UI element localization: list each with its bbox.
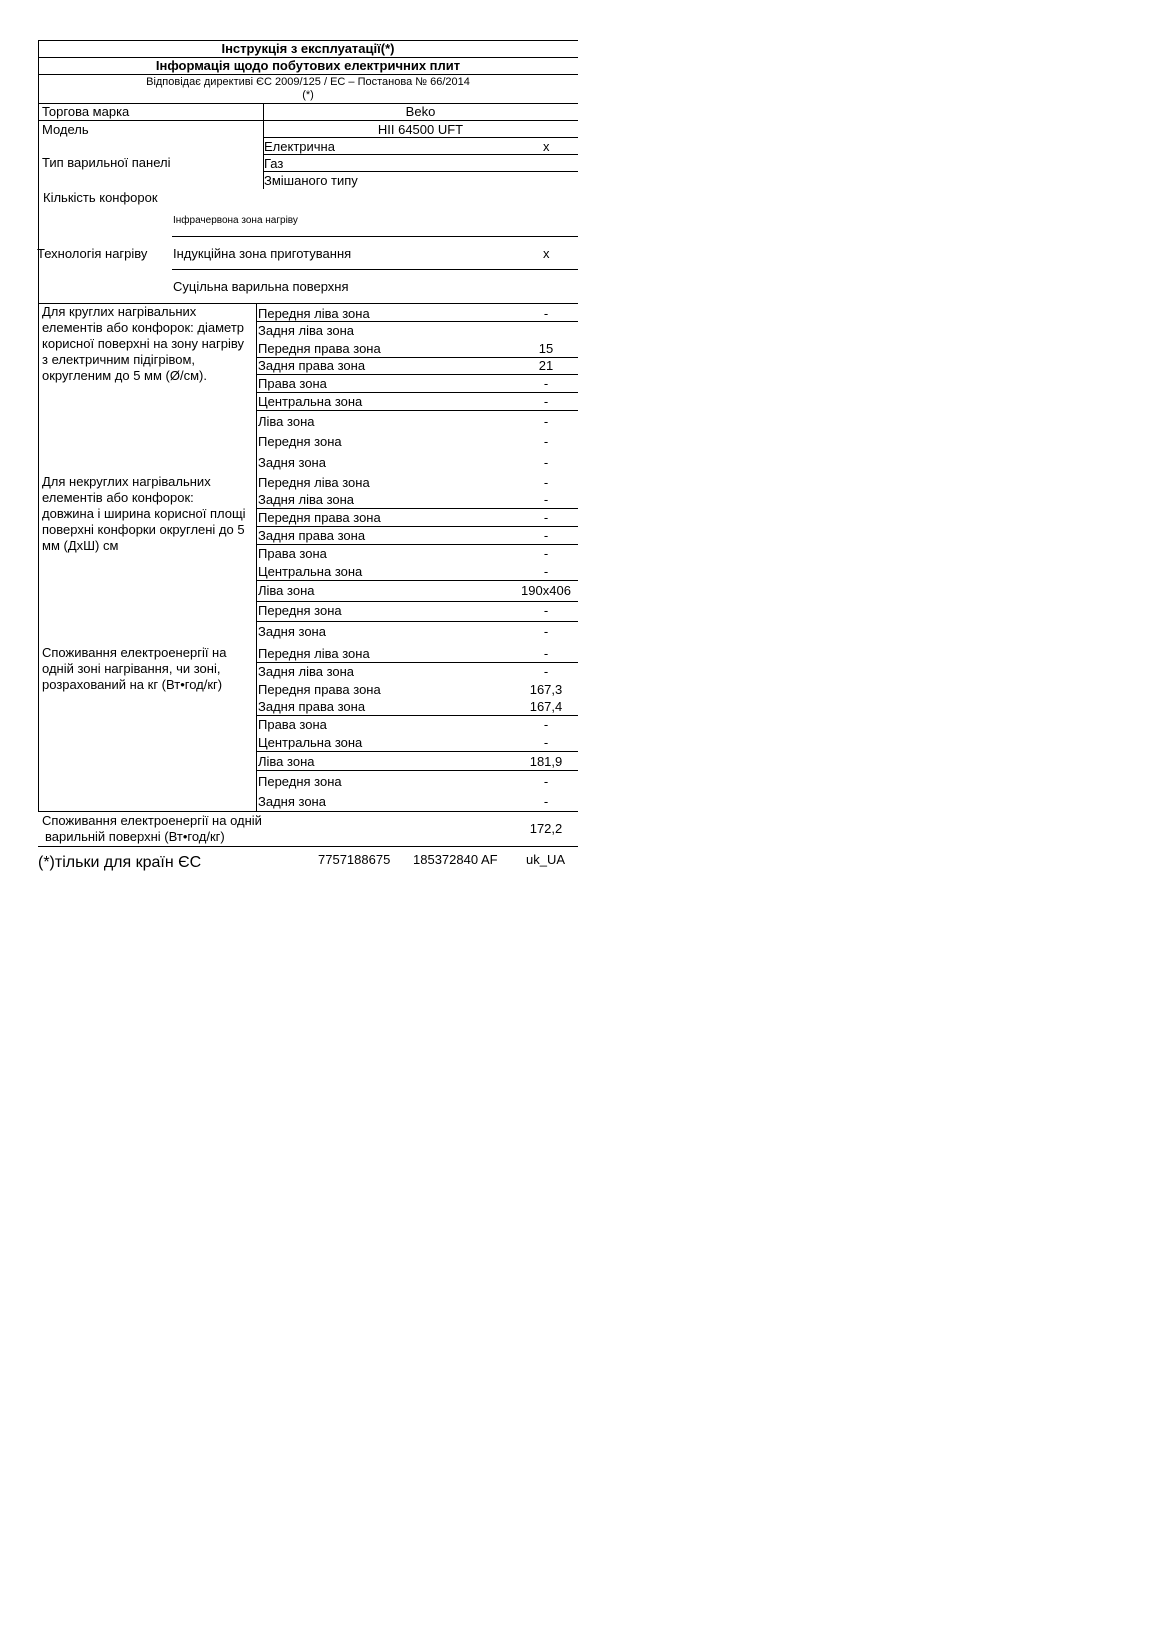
nonround-zone-label: Передня зона [258,603,342,618]
rule [263,154,578,155]
nonround-elements-label: Для некруглих нагрівальних елементів або конфорок: довжина і ширина корисної площі поверхні конфорки округлені до 5 мм (ДхШ) см [42,474,246,553]
panel-type-mixed: Змішаного типу [264,173,358,188]
tech-induction-mark: x [543,246,550,261]
nonround-zone-label: Передня ліва зона [258,475,370,490]
rule [256,374,578,375]
round-zone-value: 21 [538,358,554,373]
round-zone-label: Задня ліва зона [258,323,355,338]
consumption-zone-label: Передня права зона [258,682,381,697]
footer-note: (*)тільки для країн ЄС [38,854,202,871]
round-zone-label: Права зона [258,376,327,391]
consumption-zone-value: - [543,717,549,732]
panel-type-electric: Електрична [264,139,335,154]
nonround-zone-label: Права зона [258,546,327,561]
consumption-zone-value: - [543,774,549,789]
burners-label: Кількість конфорок [43,190,158,205]
tech-induction: Індукційна зона приготування [173,246,352,261]
rule [256,508,578,509]
round-zone-label: Передня зона [258,434,342,449]
consumption-zone-label: Передня зона [258,774,342,789]
consumption-zone-label: Права зона [258,717,327,732]
rule [38,846,578,847]
nonround-zone-value: - [543,603,549,618]
consumption-zone-label: Передня ліва зона [258,646,370,661]
tech-label: Технологія нагріву [37,246,148,261]
rule [256,410,578,411]
round-zone-value: - [543,306,549,321]
directive-text: Відповідає директиві ЄС 2009/125 / ЕС – Постанова № 66/2014 [146,76,470,88]
nonround-zone-value: 190x406 [521,583,571,598]
nonround-zone-label: Передня права зона [258,510,381,525]
round-zone-label: Передня права зона [258,341,381,356]
nonround-zone-label: Задня права зона [258,528,366,543]
rule [256,662,578,663]
rule [256,621,578,622]
consumption-zone-value: 181,9 [529,754,563,769]
consumption-zone-value: 167,4 [529,699,563,714]
rule [172,236,578,237]
consumption-zone-label: Задня зона [258,794,326,809]
rule [256,770,578,771]
nonround-zone-label: Центральна зона [258,564,363,579]
document-title: Інструкція з експлуатації(*) [221,41,395,56]
round-zone-label: Ліва зона [258,414,315,429]
total-consumption-label-2: варильній поверхні (Вт•год/кг) [45,829,225,844]
consumption-zone-label: Ліва зона [258,754,315,769]
rule [256,580,578,581]
panel-type-gas: Газ [264,156,284,171]
nonround-zone-value: - [543,528,549,543]
rule [38,811,578,812]
consumption-zone-value: - [543,735,549,750]
tech-solid: Суцільна варильна поверхня [173,279,349,294]
rule [172,269,578,270]
rule [263,137,578,138]
round-zone-value: - [543,455,549,470]
round-zone-label: Задня права зона [258,358,366,373]
rule [256,392,578,393]
nonround-zone-label: Задня ліва зона [258,492,355,507]
rule [38,74,578,75]
consumption-zone-label: Задня права зона [258,699,366,714]
total-consumption-label: Споживання електроенергії на одній [42,813,262,828]
round-zone-value: - [543,414,549,429]
model-label: Модель [42,122,89,137]
brand-value: Beko [405,104,436,119]
consumption-zone-value: 167,3 [529,682,563,697]
round-zone-value: 15 [538,341,554,356]
round-zone-value: - [543,394,549,409]
rule [256,601,578,602]
panel-type-label: Тип варильної панелі [42,155,171,170]
consumption-zone-label: Задня ліва зона [258,664,355,679]
brand-label: Торгова марка [42,104,130,119]
footer-code-1: 7757188675 [318,852,391,867]
nonround-zone-value: - [543,564,549,579]
consumption-zone-label: Центральна зона [258,735,363,750]
rule [256,544,578,545]
consumption-label: Споживання електроенергії на одній зоні нагрівання, чи зоні, розрахований на кг (Вт•год/кг) [42,645,227,692]
rule [256,526,578,527]
round-zone-value: - [543,376,549,391]
tech-infrared: Інфрачервона зона нагріву [173,215,298,226]
round-elements-label: Для круглих нагрівальних елементів або конфорок: діаметр корисної поверхні на зону нагріву з електричним підігрівом, округленим до 5 мм (Ø/см). [42,304,245,383]
footer-locale: uk_UA [526,852,566,867]
round-zone-label: Передня ліва зона [258,306,370,321]
round-zone-label: Задня зона [258,455,326,470]
footer-code-2: 185372840 AF [413,852,498,867]
rule [38,120,578,121]
consumption-zone-value: - [543,664,549,679]
rule [256,303,257,811]
round-zone-value: - [543,434,549,449]
consumption-zone-value: - [543,794,549,809]
nonround-zone-value: - [543,624,549,639]
rule [256,715,578,716]
panel-type-electric-mark: x [543,139,550,154]
total-consumption-value: 172,2 [529,821,563,836]
document-subtitle: Інформація щодо побутових електричних плит [155,58,461,73]
nonround-zone-label: Задня зона [258,624,326,639]
model-value: HII 64500 UFT [377,122,464,137]
nonround-zone-value: - [543,510,549,525]
nonround-zone-value: - [543,546,549,561]
rule [256,321,578,322]
rule [256,751,578,752]
consumption-zone-value: - [543,646,549,661]
directive-note: (*) [302,89,314,101]
nonround-zone-label: Ліва зона [258,583,315,598]
nonround-zone-value: - [543,492,549,507]
nonround-zone-value: - [543,475,549,490]
table-left-border [38,40,39,812]
round-zone-label: Центральна зона [258,394,363,409]
rule [263,171,578,172]
